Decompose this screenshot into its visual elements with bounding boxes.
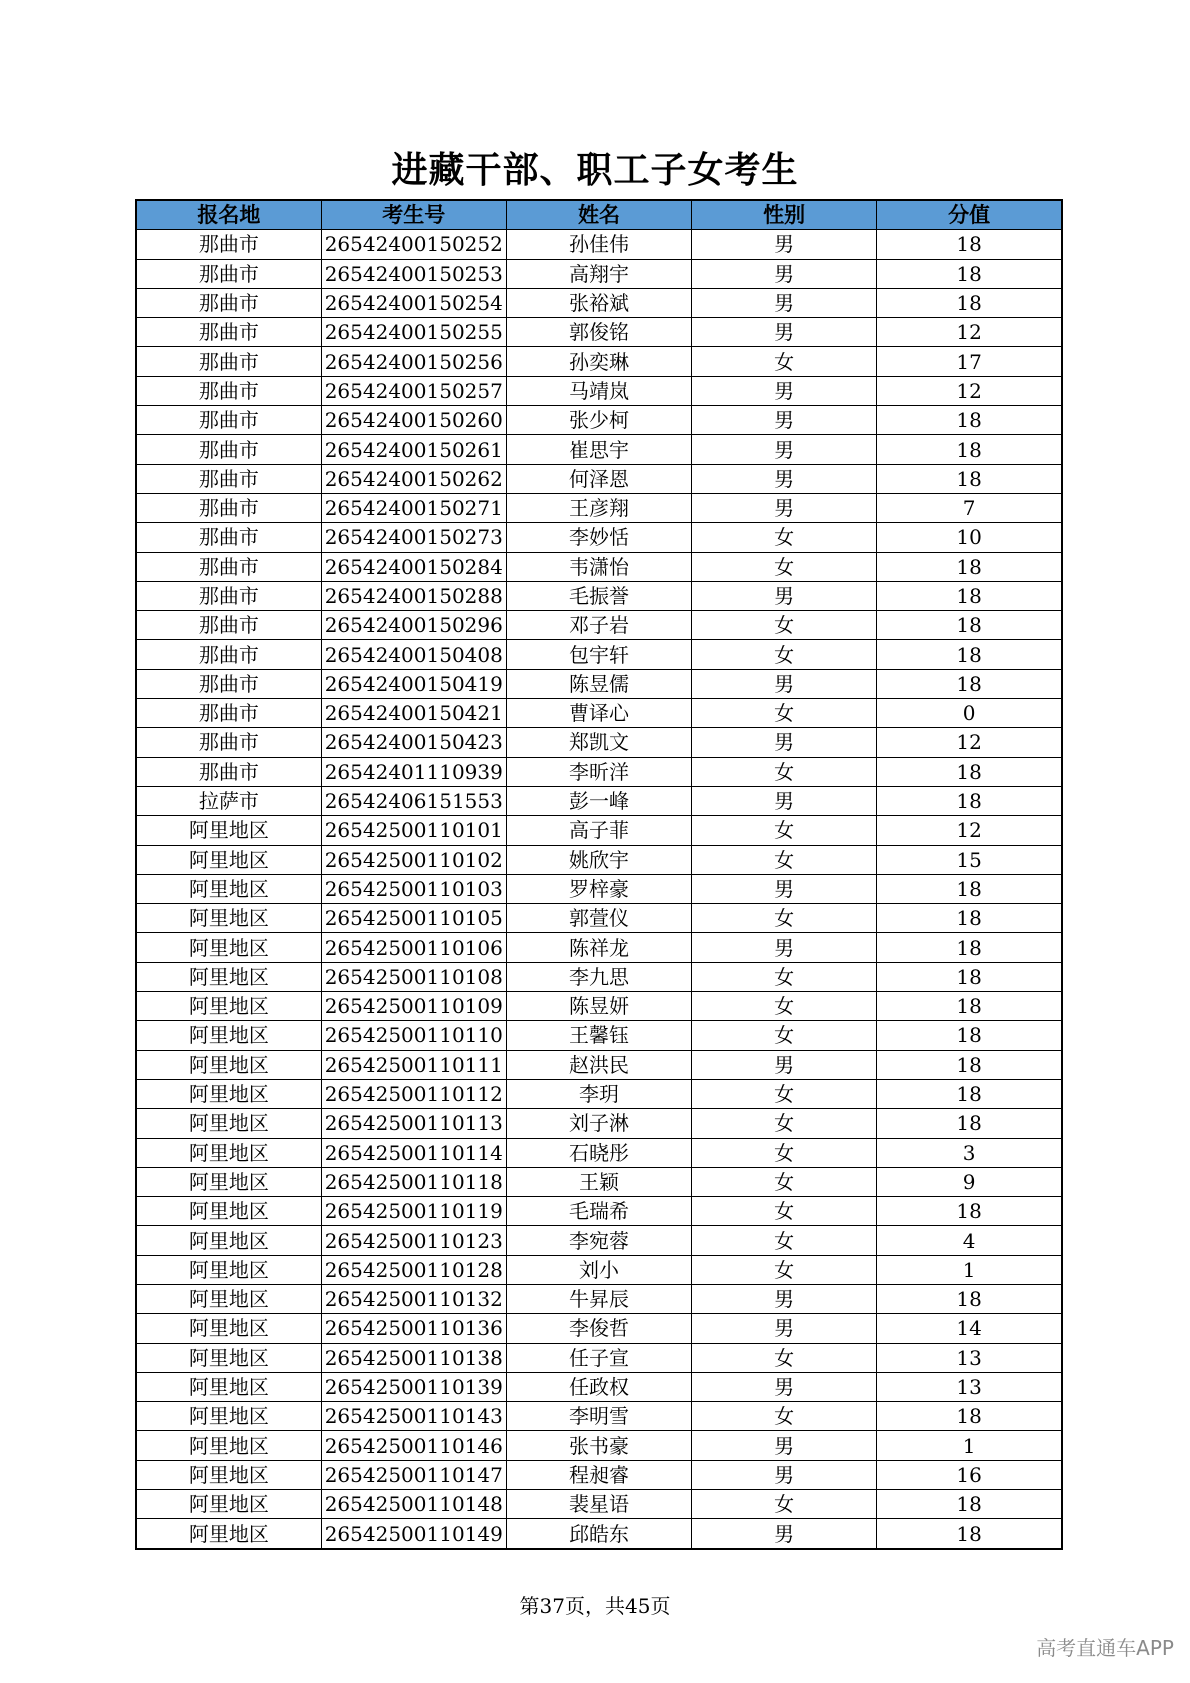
cell-name: 王馨钰 (506, 1021, 691, 1050)
cell-score: 18 (877, 933, 1062, 962)
cell-gender: 女 (692, 699, 877, 728)
cell-registration-place: 那曲市 (136, 318, 321, 347)
table-row (136, 1021, 1062, 1050)
cell-gender: 女 (692, 757, 877, 786)
cell-score: 17 (877, 347, 1062, 376)
cell-gender: 男 (692, 1460, 877, 1489)
cell-candidate-number: 26542500110108 (321, 962, 506, 991)
cell-name: 何泽恩 (506, 464, 691, 493)
cell-candidate-number: 26542500110111 (321, 1050, 506, 1079)
cell-candidate-number: 26542500110123 (321, 1226, 506, 1255)
cell-score: 18 (877, 1284, 1062, 1313)
table-row (136, 1197, 1062, 1226)
table-row (136, 1138, 1062, 1167)
cell-gender: 女 (692, 1079, 877, 1108)
cell-registration-place: 阿里地区 (136, 1021, 321, 1050)
cell-registration-place: 那曲市 (136, 406, 321, 435)
cell-score: 18 (877, 464, 1062, 493)
cell-gender: 女 (692, 816, 877, 845)
cell-gender: 男 (692, 376, 877, 405)
cell-gender: 女 (692, 1255, 877, 1284)
cell-gender: 女 (692, 962, 877, 991)
cell-candidate-number: 26542400150273 (321, 523, 506, 552)
cell-candidate-number: 26542500110132 (321, 1284, 506, 1313)
table-row (136, 1490, 1062, 1519)
cell-name: 李宛蓉 (506, 1226, 691, 1255)
table-row (136, 1079, 1062, 1108)
cell-gender: 女 (692, 1226, 877, 1255)
cell-name: 高子菲 (506, 816, 691, 845)
cell-name: 马靖岚 (506, 376, 691, 405)
table-row (136, 874, 1062, 903)
cell-registration-place: 那曲市 (136, 523, 321, 552)
table-row (136, 1284, 1062, 1313)
table-row (136, 552, 1062, 581)
cell-registration-place: 那曲市 (136, 552, 321, 581)
cell-gender: 女 (692, 1402, 877, 1431)
cell-score: 18 (877, 552, 1062, 581)
table-row (136, 288, 1062, 317)
cell-name: 陈昱妍 (506, 992, 691, 1021)
table-row (136, 523, 1062, 552)
cell-gender: 女 (692, 1343, 877, 1372)
cell-gender: 男 (692, 288, 877, 317)
cell-name: 李明雪 (506, 1402, 691, 1431)
cell-name: 李九思 (506, 962, 691, 991)
cell-name: 彭一峰 (506, 786, 691, 815)
cell-score: 18 (877, 581, 1062, 610)
cell-candidate-number: 26542400150284 (321, 552, 506, 581)
cell-registration-place: 那曲市 (136, 728, 321, 757)
cell-score: 1 (877, 1255, 1062, 1284)
cell-candidate-number: 26542500110109 (321, 992, 506, 1021)
cell-name: 赵洪民 (506, 1050, 691, 1079)
cell-name: 李俊哲 (506, 1314, 691, 1343)
cell-gender: 女 (692, 1109, 877, 1138)
page-footer: 第37页，共45页 (519, 1594, 671, 1618)
cell-candidate-number: 26542500110112 (321, 1079, 506, 1108)
cell-name: 罗梓豪 (506, 874, 691, 903)
cell-registration-place: 那曲市 (136, 259, 321, 288)
cell-registration-place: 那曲市 (136, 581, 321, 610)
table-row (136, 406, 1062, 435)
cell-score: 16 (877, 1460, 1062, 1489)
cell-score: 12 (877, 376, 1062, 405)
cell-registration-place: 阿里地区 (136, 1167, 321, 1196)
cell-score: 18 (877, 640, 1062, 669)
cell-candidate-number: 26542500110146 (321, 1431, 506, 1460)
cell-registration-place: 阿里地区 (136, 1050, 321, 1079)
cell-registration-place: 阿里地区 (136, 816, 321, 845)
cell-name: 李妙恬 (506, 523, 691, 552)
cell-registration-place: 阿里地区 (136, 1255, 321, 1284)
cell-score: 10 (877, 523, 1062, 552)
table-row (136, 493, 1062, 522)
cell-score: 18 (877, 1402, 1062, 1431)
cell-name: 李玥 (506, 1079, 691, 1108)
cell-candidate-number: 26542500110101 (321, 816, 506, 845)
cell-candidate-number: 26542500110113 (321, 1109, 506, 1138)
cell-score: 18 (877, 406, 1062, 435)
candidate-table (135, 199, 1063, 1550)
cell-registration-place: 那曲市 (136, 669, 321, 698)
cell-score: 18 (877, 230, 1062, 259)
cell-candidate-number: 26542500110105 (321, 904, 506, 933)
cell-gender: 男 (692, 933, 877, 962)
cell-name: 姚欣宇 (506, 845, 691, 874)
cell-score: 14 (877, 1314, 1062, 1343)
cell-gender: 男 (692, 318, 877, 347)
table-row (136, 347, 1062, 376)
cell-gender: 男 (692, 435, 877, 464)
table-row (136, 581, 1062, 610)
cell-name: 陈祥龙 (506, 933, 691, 962)
cell-name: 牛昇辰 (506, 1284, 691, 1313)
table-row (136, 464, 1062, 493)
table-row (136, 1314, 1062, 1343)
cell-registration-place: 阿里地区 (136, 933, 321, 962)
table-row (136, 376, 1062, 405)
cell-candidate-number: 26542500110106 (321, 933, 506, 962)
cell-gender: 女 (692, 904, 877, 933)
table-row (136, 230, 1062, 259)
cell-name: 韦潇怡 (506, 552, 691, 581)
cell-registration-place: 那曲市 (136, 757, 321, 786)
cell-candidate-number: 26542400150423 (321, 728, 506, 757)
cell-name: 郭俊铭 (506, 318, 691, 347)
cell-gender: 男 (692, 1314, 877, 1343)
cell-name: 任政权 (506, 1372, 691, 1401)
cell-registration-place: 阿里地区 (136, 1519, 321, 1549)
cell-gender: 女 (692, 640, 877, 669)
cell-gender: 女 (692, 1490, 877, 1519)
cell-score: 18 (877, 1490, 1062, 1519)
cell-score: 18 (877, 786, 1062, 815)
cell-candidate-number: 26542500110148 (321, 1490, 506, 1519)
cell-gender: 男 (692, 259, 877, 288)
cell-name: 孙佳伟 (506, 230, 691, 259)
cell-score: 18 (877, 962, 1062, 991)
cell-gender: 男 (692, 728, 877, 757)
cell-registration-place: 阿里地区 (136, 1226, 321, 1255)
table-row (136, 1519, 1062, 1549)
cell-candidate-number: 26542500110103 (321, 874, 506, 903)
cell-registration-place: 阿里地区 (136, 1109, 321, 1138)
cell-gender: 女 (692, 523, 877, 552)
table-row (136, 904, 1062, 933)
column-header-score: 分值 (877, 200, 1062, 230)
cell-candidate-number: 26542401110939 (321, 757, 506, 786)
watermark: 高考直通车APP (1036, 1636, 1174, 1660)
cell-name: 程昶睿 (506, 1460, 691, 1489)
cell-gender: 男 (692, 1431, 877, 1460)
cell-candidate-number: 26542400150261 (321, 435, 506, 464)
cell-gender: 男 (692, 406, 877, 435)
cell-score: 12 (877, 728, 1062, 757)
table-row (136, 1343, 1062, 1372)
column-header-gender: 性别 (692, 200, 877, 230)
cell-score: 18 (877, 288, 1062, 317)
cell-gender: 男 (692, 669, 877, 698)
cell-gender: 男 (692, 464, 877, 493)
table-row (136, 1167, 1062, 1196)
column-header-name: 姓名 (506, 200, 691, 230)
cell-score: 9 (877, 1167, 1062, 1196)
table-row (136, 1431, 1062, 1460)
cell-name: 毛振誉 (506, 581, 691, 610)
cell-candidate-number: 26542500110149 (321, 1519, 506, 1549)
cell-registration-place: 那曲市 (136, 493, 321, 522)
cell-score: 18 (877, 992, 1062, 1021)
cell-gender: 男 (692, 581, 877, 610)
table-row (136, 611, 1062, 640)
cell-candidate-number: 26542400150271 (321, 493, 506, 522)
cell-registration-place: 阿里地区 (136, 1490, 321, 1519)
cell-score: 18 (877, 1079, 1062, 1108)
cell-candidate-number: 26542500110102 (321, 845, 506, 874)
cell-name: 张裕斌 (506, 288, 691, 317)
cell-gender: 男 (692, 1372, 877, 1401)
table-row (136, 435, 1062, 464)
cell-score: 18 (877, 611, 1062, 640)
table-row (136, 933, 1062, 962)
cell-registration-place: 阿里地区 (136, 1138, 321, 1167)
cell-gender: 男 (692, 1284, 877, 1313)
cell-name: 崔思宇 (506, 435, 691, 464)
table-row (136, 259, 1062, 288)
cell-score: 3 (877, 1138, 1062, 1167)
table-row (136, 1372, 1062, 1401)
table-row (136, 845, 1062, 874)
table-row (136, 318, 1062, 347)
cell-name: 任子宣 (506, 1343, 691, 1372)
cell-score: 1 (877, 1431, 1062, 1460)
cell-name: 毛瑞希 (506, 1197, 691, 1226)
cell-score: 12 (877, 318, 1062, 347)
cell-candidate-number: 26542500110143 (321, 1402, 506, 1431)
cell-gender: 男 (692, 1050, 877, 1079)
cell-score: 15 (877, 845, 1062, 874)
cell-name: 郑凯文 (506, 728, 691, 757)
cell-score: 18 (877, 435, 1062, 464)
cell-candidate-number: 26542400150419 (321, 669, 506, 698)
cell-gender: 男 (692, 493, 877, 522)
cell-registration-place: 阿里地区 (136, 1343, 321, 1372)
cell-registration-place: 阿里地区 (136, 1431, 321, 1460)
table-row (136, 728, 1062, 757)
cell-candidate-number: 26542500110139 (321, 1372, 506, 1401)
cell-registration-place: 阿里地区 (136, 1197, 321, 1226)
cell-candidate-number: 26542400150257 (321, 376, 506, 405)
cell-gender: 女 (692, 611, 877, 640)
cell-name: 邱皓东 (506, 1519, 691, 1549)
cell-candidate-number: 26542500110136 (321, 1314, 506, 1343)
cell-registration-place: 阿里地区 (136, 904, 321, 933)
cell-candidate-number: 26542400150253 (321, 259, 506, 288)
table-row (136, 1050, 1062, 1079)
cell-candidate-number: 26542500110119 (321, 1197, 506, 1226)
cell-registration-place: 阿里地区 (136, 962, 321, 991)
cell-candidate-number: 26542400150296 (321, 611, 506, 640)
cell-gender: 男 (692, 1519, 877, 1549)
cell-name: 包宇轩 (506, 640, 691, 669)
cell-candidate-number: 26542400150262 (321, 464, 506, 493)
cell-candidate-number: 26542400150255 (321, 318, 506, 347)
cell-candidate-number: 26542500110118 (321, 1167, 506, 1196)
table-row (136, 786, 1062, 815)
cell-registration-place: 阿里地区 (136, 1460, 321, 1489)
table-header-row (136, 200, 1062, 230)
cell-name: 孙奕琳 (506, 347, 691, 376)
cell-gender: 男 (692, 230, 877, 259)
cell-registration-place: 那曲市 (136, 376, 321, 405)
cell-gender: 女 (692, 347, 877, 376)
cell-name: 刘小 (506, 1255, 691, 1284)
table-row (136, 757, 1062, 786)
cell-gender: 女 (692, 552, 877, 581)
cell-name: 郭萱仪 (506, 904, 691, 933)
cell-candidate-number: 26542500110114 (321, 1138, 506, 1167)
table-row (136, 1460, 1062, 1489)
cell-name: 石晓彤 (506, 1138, 691, 1167)
cell-name: 刘子淋 (506, 1109, 691, 1138)
cell-score: 13 (877, 1343, 1062, 1372)
cell-score: 0 (877, 699, 1062, 728)
cell-candidate-number: 26542500110147 (321, 1460, 506, 1489)
cell-candidate-number: 26542406151553 (321, 786, 506, 815)
cell-name: 曹译心 (506, 699, 691, 728)
table-row (136, 1109, 1062, 1138)
cell-score: 4 (877, 1226, 1062, 1255)
cell-registration-place: 阿里地区 (136, 845, 321, 874)
cell-gender: 女 (692, 1167, 877, 1196)
cell-registration-place: 那曲市 (136, 611, 321, 640)
cell-score: 18 (877, 757, 1062, 786)
cell-name: 王彦翔 (506, 493, 691, 522)
cell-candidate-number: 26542500110128 (321, 1255, 506, 1284)
cell-name: 王颖 (506, 1167, 691, 1196)
cell-score: 18 (877, 259, 1062, 288)
table-row (136, 1226, 1062, 1255)
cell-candidate-number: 26542400150288 (321, 581, 506, 610)
table-row (136, 992, 1062, 1021)
table-body (136, 230, 1062, 1549)
cell-gender: 女 (692, 992, 877, 1021)
document-title: 进藏干部、职工子女考生 (391, 149, 799, 191)
cell-name: 邓子岩 (506, 611, 691, 640)
cell-registration-place: 那曲市 (136, 435, 321, 464)
cell-candidate-number: 26542400150256 (321, 347, 506, 376)
cell-registration-place: 阿里地区 (136, 992, 321, 1021)
table-header (136, 200, 1062, 230)
cell-score: 18 (877, 904, 1062, 933)
cell-name: 张少柯 (506, 406, 691, 435)
table-row (136, 962, 1062, 991)
cell-name: 张书豪 (506, 1431, 691, 1460)
cell-gender: 男 (692, 786, 877, 815)
cell-registration-place: 阿里地区 (136, 1402, 321, 1431)
cell-score: 7 (877, 493, 1062, 522)
cell-name: 高翔宇 (506, 259, 691, 288)
cell-candidate-number: 26542500110138 (321, 1343, 506, 1372)
cell-registration-place: 阿里地区 (136, 1372, 321, 1401)
cell-registration-place: 阿里地区 (136, 1079, 321, 1108)
cell-score: 18 (877, 1519, 1062, 1549)
cell-registration-place: 阿里地区 (136, 1314, 321, 1343)
cell-registration-place: 那曲市 (136, 230, 321, 259)
cell-score: 18 (877, 1050, 1062, 1079)
table-row (136, 1402, 1062, 1431)
cell-candidate-number: 26542400150260 (321, 406, 506, 435)
table-row (136, 699, 1062, 728)
column-header-candidate-number: 考生号 (321, 200, 506, 230)
table-row (136, 816, 1062, 845)
cell-candidate-number: 26542400150408 (321, 640, 506, 669)
cell-score: 18 (877, 874, 1062, 903)
cell-name: 陈昱儒 (506, 669, 691, 698)
column-header-registration-place: 报名地 (136, 200, 321, 230)
cell-registration-place: 那曲市 (136, 464, 321, 493)
cell-score: 12 (877, 816, 1062, 845)
cell-candidate-number: 26542400150254 (321, 288, 506, 317)
cell-name: 裴星语 (506, 1490, 691, 1519)
cell-candidate-number: 26542400150252 (321, 230, 506, 259)
cell-registration-place: 拉萨市 (136, 786, 321, 815)
cell-registration-place: 那曲市 (136, 699, 321, 728)
cell-gender: 男 (692, 874, 877, 903)
cell-score: 18 (877, 1197, 1062, 1226)
cell-name: 李昕洋 (506, 757, 691, 786)
cell-score: 13 (877, 1372, 1062, 1401)
cell-score: 18 (877, 1021, 1062, 1050)
cell-candidate-number: 26542500110110 (321, 1021, 506, 1050)
table-row (136, 1255, 1062, 1284)
cell-registration-place: 那曲市 (136, 347, 321, 376)
cell-candidate-number: 26542400150421 (321, 699, 506, 728)
cell-registration-place: 那曲市 (136, 288, 321, 317)
cell-gender: 女 (692, 845, 877, 874)
cell-score: 18 (877, 1109, 1062, 1138)
cell-score: 18 (877, 669, 1062, 698)
cell-registration-place: 那曲市 (136, 640, 321, 669)
cell-gender: 女 (692, 1138, 877, 1167)
cell-registration-place: 阿里地区 (136, 1284, 321, 1313)
cell-gender: 女 (692, 1021, 877, 1050)
cell-registration-place: 阿里地区 (136, 874, 321, 903)
cell-gender: 女 (692, 1197, 877, 1226)
table-row (136, 669, 1062, 698)
table-row (136, 640, 1062, 669)
